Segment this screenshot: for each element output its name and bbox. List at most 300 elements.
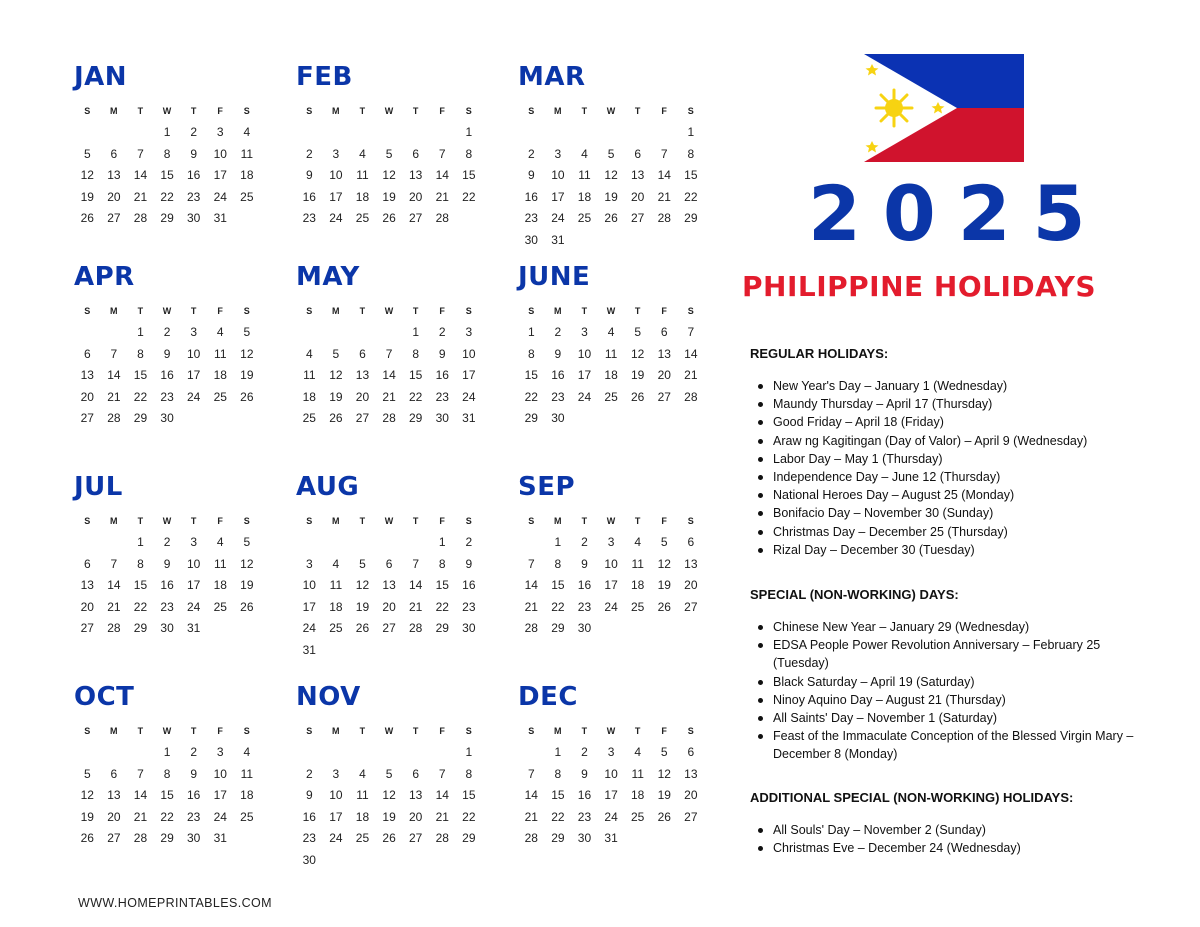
day-cell: 12: [80, 788, 94, 803]
weekday-label: F: [661, 725, 668, 736]
day-cell: 26: [80, 211, 94, 226]
day-cell: 16: [160, 578, 174, 593]
weekday-label: T: [190, 725, 197, 736]
week-row: [74, 618, 270, 640]
week-row: [74, 532, 270, 554]
weekday-label: S: [528, 105, 535, 116]
day-cell: 2: [305, 146, 313, 161]
day-cell: 28: [684, 389, 698, 404]
day-cell: 2: [438, 325, 446, 340]
day-cell: 6: [660, 325, 668, 340]
day-cell: 16: [302, 189, 316, 204]
day-cell: 15: [684, 168, 698, 183]
weekday-label: T: [581, 305, 588, 316]
weekday-label: S: [306, 725, 313, 736]
weekday-label: S: [687, 305, 694, 316]
day-cell: 17: [302, 599, 316, 614]
day-cell: 20: [408, 809, 423, 824]
day-cell: 19: [80, 809, 94, 824]
day-cell: 25: [577, 211, 592, 226]
day-cell: 30: [302, 852, 316, 867]
week-row: [74, 763, 270, 785]
day-cell: 7: [438, 766, 446, 781]
day-cell: 7: [527, 556, 535, 571]
weekday-label: S: [465, 515, 472, 526]
holiday-item: Rizal Day – December 30 (Tuesday): [750, 541, 1150, 559]
month-name: DEC: [518, 682, 578, 712]
weekday-label: S: [687, 515, 694, 526]
holiday-item: Maundy Thursday – April 17 (Thursday): [750, 395, 1150, 413]
section-heading: SPECIAL (NON-WORKING) DAYS:: [750, 587, 959, 602]
month-name: JUNE: [518, 262, 591, 292]
weekday-label: M: [332, 105, 340, 116]
weekday-header-row: [74, 720, 270, 742]
week-row: [296, 343, 492, 365]
day-cell: 22: [160, 189, 174, 204]
month-name: APR: [74, 262, 135, 292]
day-cell: 4: [216, 325, 224, 340]
week-row: [74, 596, 270, 618]
additional-holidays-list: [750, 821, 1150, 857]
weekday-label: T: [137, 105, 144, 116]
holiday-item: National Heroes Day – August 25 (Monday): [750, 486, 1150, 504]
day-cell: 7: [385, 346, 393, 361]
day-cell: 11: [631, 556, 644, 571]
section-heading: ADDITIONAL SPECIAL (NON-WORKING) HOLIDAYS:: [750, 790, 1074, 805]
weekday-header-row: [296, 300, 492, 322]
day-cell: 29: [551, 831, 565, 846]
week-row: [518, 596, 714, 618]
holiday-item: Ninoy Aquino Day – August 21 (Thursday): [750, 691, 1150, 709]
week-row: [518, 575, 714, 597]
weekday-label: S: [243, 305, 250, 316]
week-row: [296, 386, 492, 408]
day-cell: 1: [163, 745, 171, 760]
day-cell: 17: [213, 788, 227, 803]
day-cell: 30: [524, 232, 538, 247]
week-row: [518, 408, 714, 430]
weekday-header-row: [518, 300, 714, 322]
day-cell: 28: [435, 831, 449, 846]
month-name: JAN: [74, 62, 128, 92]
day-cell: 2: [554, 325, 562, 340]
day-cell: 13: [382, 578, 396, 593]
weekday-label: T: [359, 305, 366, 316]
weekday-label: M: [110, 305, 118, 316]
day-cell: 16: [462, 578, 476, 593]
day-cell: 3: [305, 556, 313, 571]
day-cell: 7: [137, 766, 144, 781]
day-cell: 10: [329, 168, 343, 183]
day-cell: 13: [657, 346, 671, 361]
day-cell: 31: [213, 211, 227, 226]
day-cell: 4: [359, 766, 366, 781]
weekday-label: S: [528, 305, 535, 316]
day-cell: 6: [83, 346, 91, 361]
day-cell: 26: [604, 211, 618, 226]
day-cell: 8: [554, 766, 562, 781]
day-cell: 13: [684, 556, 698, 571]
day-cell: 10: [329, 788, 343, 803]
week-row: [518, 785, 714, 807]
day-cell: 11: [578, 168, 591, 183]
weekday-label: W: [384, 305, 394, 316]
day-cell: 7: [412, 556, 420, 571]
day-cell: 6: [83, 556, 91, 571]
month-grid: [518, 510, 714, 639]
day-cell: 18: [630, 788, 645, 803]
day-cell: 17: [462, 368, 476, 383]
day-cell: 14: [524, 578, 538, 593]
weekday-label: T: [359, 725, 366, 736]
day-cell: 26: [329, 411, 343, 426]
weekday-label: S: [528, 515, 535, 526]
holiday-item: Christmas Day – December 25 (Thursday): [750, 523, 1150, 541]
day-cell: 3: [607, 745, 615, 760]
weekday-label: T: [412, 105, 419, 116]
day-cell: 21: [408, 599, 423, 614]
day-cell: 23: [302, 211, 316, 226]
day-cell: 14: [435, 788, 449, 803]
day-cell: 28: [524, 831, 538, 846]
day-cell: 11: [329, 578, 343, 593]
day-cell: 18: [213, 368, 227, 383]
day-cell: 22: [462, 809, 476, 824]
day-cell: 13: [107, 788, 121, 803]
day-cell: 21: [524, 599, 538, 614]
day-cell: 8: [465, 146, 473, 161]
day-cell: 6: [359, 346, 366, 361]
day-cell: 12: [657, 766, 671, 781]
day-cell: 5: [385, 766, 393, 781]
day-cell: 12: [382, 788, 396, 803]
day-cell: 9: [581, 556, 588, 571]
day-cell: 16: [186, 168, 201, 183]
week-row: [518, 742, 714, 764]
day-cell: 31: [604, 831, 618, 846]
day-cell: 28: [107, 621, 121, 636]
day-cell: 28: [524, 621, 538, 636]
holiday-item: Black Saturday – April 19 (Saturday): [750, 673, 1150, 691]
day-cell: 18: [302, 389, 316, 404]
week-row: [74, 343, 270, 365]
day-cell: 3: [190, 325, 198, 340]
holiday-item: Feast of the Immaculate Conception of the Blessed Virgin Mary – December 8 (Monday): [750, 727, 1150, 763]
day-cell: 3: [216, 125, 224, 140]
week-row: [518, 322, 714, 344]
day-cell: 23: [435, 389, 449, 404]
day-cell: 29: [551, 621, 565, 636]
day-cell: 8: [687, 146, 695, 161]
day-cell: 16: [551, 368, 565, 383]
month-name: SEP: [518, 472, 576, 502]
day-cell: 10: [462, 346, 476, 361]
day-cell: 4: [581, 146, 588, 161]
day-cell: 27: [408, 211, 423, 226]
weekday-label: F: [217, 515, 224, 526]
day-cell: 23: [302, 831, 316, 846]
month-grid: [74, 510, 270, 639]
day-cell: 15: [435, 578, 449, 593]
day-cell: 5: [385, 146, 393, 161]
day-cell: 15: [160, 788, 174, 803]
weekday-label: T: [581, 105, 588, 116]
month-name: MAY: [296, 262, 360, 292]
weekday-label: F: [439, 725, 446, 736]
week-row: [74, 828, 270, 850]
day-cell: 11: [240, 146, 254, 161]
weekday-label: S: [528, 725, 535, 736]
day-cell: 12: [630, 346, 645, 361]
day-cell: 16: [160, 368, 174, 383]
weekday-label: W: [384, 725, 394, 736]
day-cell: 16: [302, 809, 316, 824]
day-cell: 22: [408, 389, 423, 404]
weekday-label: M: [332, 515, 340, 526]
day-cell: 28: [382, 411, 396, 426]
weekday-label: F: [439, 105, 446, 116]
day-cell: 15: [133, 368, 148, 383]
day-cell: 21: [382, 389, 396, 404]
day-cell: 24: [213, 809, 227, 824]
weekday-label: M: [110, 105, 118, 116]
day-cell: 26: [657, 809, 671, 824]
weekday-label: M: [554, 515, 562, 526]
day-cell: 10: [577, 346, 592, 361]
day-cell: 5: [332, 346, 340, 361]
day-cell: 15: [160, 168, 174, 183]
day-cell: 12: [80, 168, 94, 183]
day-cell: 19: [80, 189, 94, 204]
weekday-label: S: [306, 305, 313, 316]
month-grid: [296, 720, 492, 871]
day-cell: 9: [465, 556, 473, 571]
day-cell: 13: [684, 766, 698, 781]
day-cell: 25: [355, 831, 370, 846]
day-cell: 27: [408, 831, 423, 846]
day-cell: 22: [462, 189, 476, 204]
day-cell: 15: [551, 788, 565, 803]
day-cell: 1: [412, 325, 420, 340]
weekday-label: S: [465, 725, 472, 736]
day-cell: 3: [332, 766, 340, 781]
day-cell: 10: [186, 556, 201, 571]
day-cell: 5: [634, 325, 642, 340]
weekday-label: F: [217, 725, 224, 736]
day-cell: 30: [435, 411, 449, 426]
weekday-label: T: [634, 305, 641, 316]
day-cell: 26: [240, 389, 254, 404]
day-cell: 1: [687, 125, 695, 140]
day-cell: 12: [355, 578, 370, 593]
day-cell: 6: [385, 556, 393, 571]
day-cell: 24: [604, 809, 618, 824]
day-cell: 12: [604, 168, 618, 183]
weekday-label: S: [84, 725, 91, 736]
day-cell: 19: [657, 788, 671, 803]
weekday-label: W: [384, 105, 394, 116]
day-cell: 14: [133, 168, 148, 183]
day-cell: 18: [604, 368, 618, 383]
day-cell: 18: [355, 809, 370, 824]
day-cell: 25: [355, 211, 370, 226]
day-cell: 29: [160, 831, 174, 846]
day-cell: 24: [577, 389, 592, 404]
day-cell: 29: [462, 831, 476, 846]
day-cell: 13: [630, 168, 645, 183]
day-cell: 8: [163, 766, 171, 781]
day-cell: 7: [110, 346, 118, 361]
weekday-label: M: [332, 725, 340, 736]
day-cell: 30: [551, 411, 565, 426]
day-cell: 20: [684, 578, 698, 593]
weekday-label: T: [137, 725, 144, 736]
day-cell: 17: [604, 788, 618, 803]
weekday-label: T: [634, 105, 641, 116]
special-days-list: [750, 618, 1150, 764]
day-cell: 31: [462, 411, 476, 426]
day-cell: 27: [80, 411, 94, 426]
day-cell: 14: [408, 578, 423, 593]
day-cell: 9: [163, 346, 171, 361]
day-cell: 23: [577, 599, 592, 614]
day-cell: 31: [302, 642, 316, 657]
weekday-header-row: [296, 720, 492, 742]
weekday-header-row: [74, 510, 270, 532]
week-row: [74, 408, 270, 430]
day-cell: 20: [684, 788, 698, 803]
day-cell: 21: [107, 389, 121, 404]
day-cell: 23: [524, 211, 538, 226]
day-cell: 20: [80, 389, 94, 404]
day-cell: 11: [604, 346, 618, 361]
day-cell: 9: [305, 168, 313, 183]
week-row: [74, 386, 270, 408]
day-cell: 20: [107, 189, 121, 204]
day-cell: 14: [435, 168, 449, 183]
day-cell: 25: [630, 599, 645, 614]
day-cell: 27: [382, 621, 396, 636]
day-cell: 11: [214, 556, 227, 571]
day-cell: 5: [243, 325, 251, 340]
day-cell: 10: [302, 578, 316, 593]
day-cell: 13: [408, 788, 423, 803]
day-cell: 9: [581, 766, 588, 781]
day-cell: 18: [630, 578, 645, 593]
day-cell: 17: [577, 368, 592, 383]
weekday-label: T: [581, 515, 588, 526]
day-cell: 16: [524, 189, 538, 204]
day-cell: 19: [630, 368, 645, 383]
day-cell: 3: [216, 745, 224, 760]
weekday-label: S: [243, 725, 250, 736]
day-cell: 10: [604, 766, 618, 781]
day-cell: 8: [465, 766, 473, 781]
day-cell: 27: [107, 211, 121, 226]
weekday-header-row: [518, 100, 714, 122]
day-cell: 25: [302, 411, 316, 426]
weekday-label: T: [190, 305, 197, 316]
day-cell: 25: [213, 389, 227, 404]
day-cell: 15: [551, 578, 565, 593]
weekday-label: M: [332, 305, 340, 316]
weekday-label: S: [306, 105, 313, 116]
day-cell: 7: [660, 146, 668, 161]
day-cell: 25: [630, 809, 645, 824]
day-cell: 3: [190, 535, 198, 550]
weekday-label: S: [243, 105, 250, 116]
day-cell: 6: [110, 766, 118, 781]
day-cell: 27: [80, 621, 94, 636]
day-cell: 23: [462, 599, 476, 614]
day-cell: 29: [133, 411, 148, 426]
day-cell: 19: [382, 809, 396, 824]
weekday-label: W: [162, 725, 172, 736]
day-cell: 21: [657, 189, 671, 204]
day-cell: 24: [551, 211, 565, 226]
day-cell: 12: [240, 346, 254, 361]
day-cell: 16: [577, 788, 592, 803]
day-cell: 3: [554, 146, 562, 161]
website-footer: WWW.HOMEPRINTABLES.COM: [78, 896, 272, 910]
day-cell: 11: [356, 168, 369, 183]
holiday-item: All Souls' Day – November 2 (Sunday): [750, 821, 1150, 839]
weekday-label: S: [243, 515, 250, 526]
day-cell: 12: [240, 556, 254, 571]
day-cell: 2: [305, 766, 313, 781]
day-cell: 24: [213, 189, 227, 204]
weekday-label: M: [554, 105, 562, 116]
day-cell: 27: [355, 411, 370, 426]
day-cell: 15: [462, 168, 476, 183]
day-cell: 21: [435, 189, 449, 204]
day-cell: 12: [329, 368, 343, 383]
day-cell: 14: [107, 368, 121, 383]
day-cell: 12: [382, 168, 396, 183]
day-cell: 5: [83, 766, 91, 781]
day-cell: 11: [214, 346, 227, 361]
day-cell: 8: [137, 346, 144, 361]
weekday-label: M: [110, 515, 118, 526]
weekday-label: F: [217, 105, 224, 116]
day-cell: 17: [329, 189, 343, 204]
day-cell: 26: [382, 211, 396, 226]
day-cell: 26: [657, 599, 671, 614]
day-cell: 4: [332, 556, 340, 571]
day-cell: 20: [355, 389, 370, 404]
day-cell: 19: [382, 189, 396, 204]
day-cell: 27: [657, 389, 671, 404]
day-cell: 2: [163, 325, 171, 340]
week-row: [296, 408, 492, 430]
day-cell: 24: [329, 831, 343, 846]
week-row: [518, 806, 714, 828]
day-cell: 29: [435, 621, 449, 636]
day-cell: 4: [634, 745, 642, 760]
day-cell: 27: [684, 809, 698, 824]
weekday-header-row: [74, 300, 270, 322]
day-cell: 3: [581, 325, 588, 340]
day-cell: 14: [657, 168, 671, 183]
day-cell: 27: [684, 599, 698, 614]
week-row: [518, 553, 714, 575]
month-grid: [296, 300, 492, 429]
day-cell: 4: [243, 745, 251, 760]
week-row: [296, 553, 492, 575]
day-cell: 10: [604, 556, 618, 571]
day-cell: 25: [240, 809, 254, 824]
weekday-label: S: [84, 515, 91, 526]
